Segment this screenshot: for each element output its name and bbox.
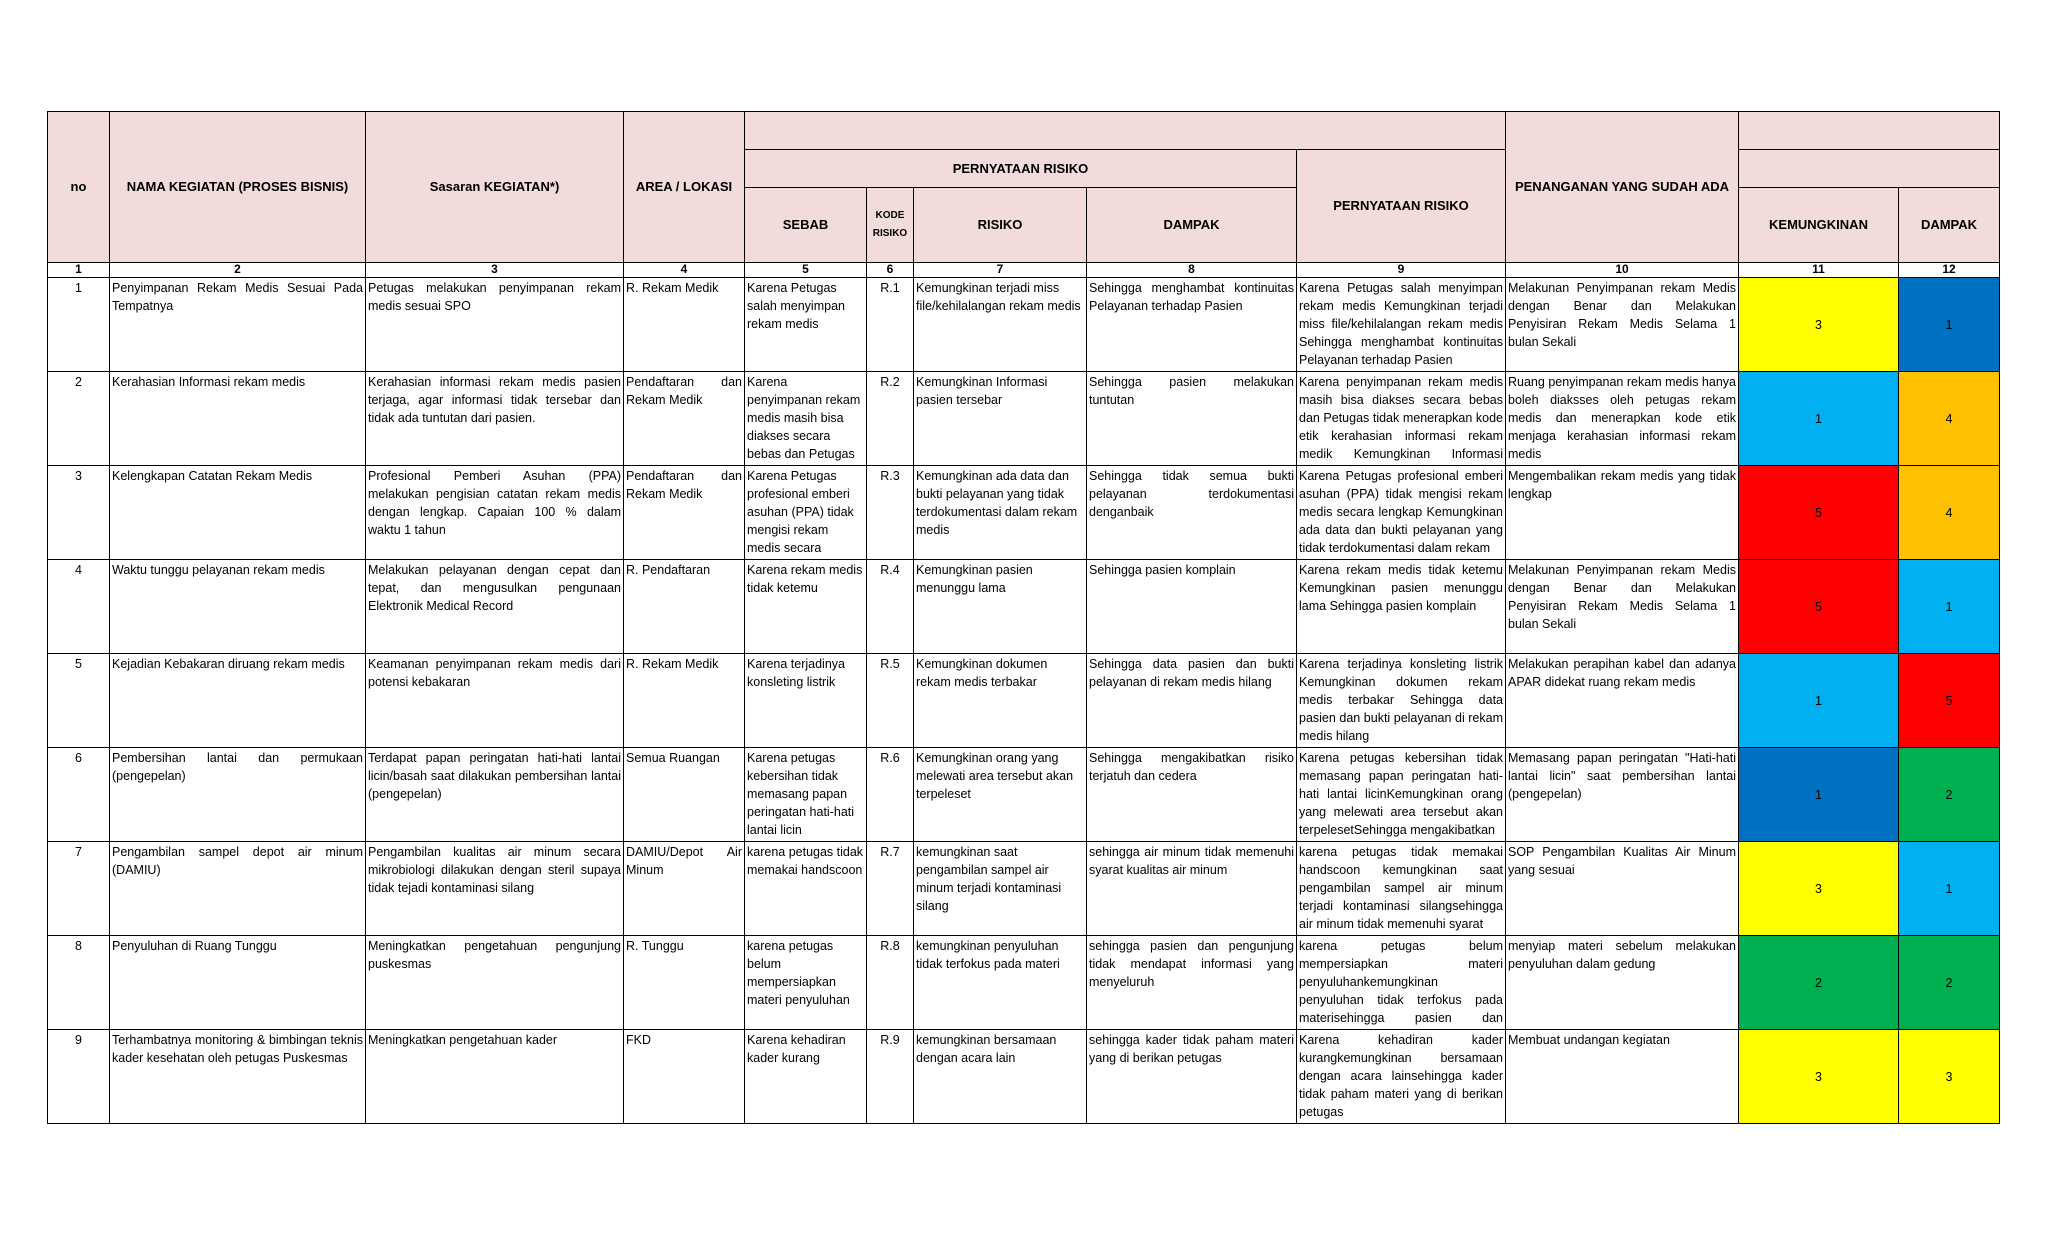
cell-text: sehingga kader tidak paham materi yang di berikan petugas	[1089, 1033, 1294, 1065]
row-no: 2	[48, 372, 110, 466]
cell-text: Kejadian Kebakaran diruang rekam medis	[112, 657, 345, 671]
row-dampak	[1087, 654, 1297, 748]
column-number-row	[48, 263, 2000, 278]
cell-text: Kemungkinan orang yang melewati area tersebut akan terpeleset	[916, 751, 1074, 801]
cell-text: Kemungkinan pasien menunggu lama	[916, 563, 1033, 595]
cell-text: Karena Petugas profesional emberi asuhan (PPA) tidak mengisi rekam medis secara lengkap Kemungkinan ada data dan bukti pelayanan yang tidak terdokumentasi dalam rekam	[1299, 469, 1503, 555]
cell-text: Pengambilan sampel depot air minum (DAMIU)	[112, 845, 363, 877]
cell-text: Melakunan Penyimpanan rekam Medis dengan Benar dan Melakukan Penyisiran Rekam Medis Selama 1 bulan Sekali	[1508, 281, 1736, 349]
row-risiko	[914, 278, 1087, 372]
cell-text: Karena rekam medis tidak ketemu Kemungkinan pasien menunggu lama Sehingga pasien komplain	[1299, 563, 1503, 613]
cell-text: Karena petugas kebersihan tidak memasang papan peringatan hati-hati lantai licinKemungkinan orang yang melewati area tersebut akan terpelesetSehingga mengakibatkan	[1299, 751, 1503, 837]
row-kegiatan	[110, 1030, 366, 1124]
row-area	[624, 372, 745, 466]
row-no: 4	[48, 560, 110, 654]
row-sebab	[745, 936, 867, 1030]
column-number: 7	[914, 263, 1087, 278]
row-sasaran	[366, 1030, 624, 1124]
header-score-blank	[1739, 112, 2000, 150]
column-number: 10	[1506, 263, 1739, 278]
cell-text: Memasang papan peringatan "Hati-hati lantai licin" saat pembersihan lantai (pengepelan)	[1508, 751, 1736, 801]
row-kegiatan	[110, 842, 366, 936]
row-kegiatan	[110, 936, 366, 1030]
cell-text: sehingga pasien dan pengunjung tidak mendapat informasi yang menyeluruh	[1089, 939, 1294, 989]
risk-register-table	[47, 111, 2000, 1124]
row-dampak	[1087, 560, 1297, 654]
table-header	[48, 112, 2000, 278]
row-kemungkinan-score: 1	[1739, 372, 1899, 466]
column-number: 6	[867, 263, 914, 278]
row-dampak-score: 4	[1899, 372, 2000, 466]
header-kemungkinan: KEMUNGKINAN	[1739, 188, 1899, 263]
row-dampak-score: 1	[1899, 560, 2000, 654]
column-number: 3	[366, 263, 624, 278]
row-penanganan	[1506, 842, 1739, 936]
row-kode-risiko: R.5	[867, 654, 914, 748]
row-dampak-score: 5	[1899, 654, 2000, 748]
cell-text: Kemungkinan dokumen rekam medis terbakar	[916, 657, 1048, 689]
header-pernyataan-risiko: PERNYATAAN RISIKO	[1297, 150, 1506, 263]
row-kegiatan	[110, 372, 366, 466]
cell-text: Meningkatkan pengetahuan pengunjung puskesmas	[368, 939, 621, 971]
row-penanganan	[1506, 748, 1739, 842]
cell-text: Keamanan penyimpanan rekam medis dari potensi kebakaran	[368, 657, 621, 689]
cell-text: karena petugas tidak memakai handscoon	[747, 845, 864, 877]
row-kemungkinan-score: 1	[1739, 654, 1899, 748]
row-area	[624, 466, 745, 560]
row-sasaran	[366, 278, 624, 372]
row-kode-risiko: R.1	[867, 278, 914, 372]
cell-text: Sehingga pasien melakukan tuntutan	[1089, 375, 1294, 407]
row-kegiatan	[110, 748, 366, 842]
row-no: 5	[48, 654, 110, 748]
row-kode-risiko: R.9	[867, 1030, 914, 1124]
cell-text: Melakukan perapihan kabel dan adanya APAR didekat ruang rekam medis	[1508, 657, 1736, 689]
cell-text: karena petugas tidak memakai handscoon kemungkinan saat pengambilan sampel air minum terjadi kontaminasi silangsehingga air minum tidak memenuhi syarat	[1299, 845, 1503, 931]
cell-text: Melakunan Penyimpanan rekam Medis dengan Benar dan Melakukan Penyisiran Rekam Medis Selama 1 bulan Sekali	[1508, 563, 1736, 631]
row-penanganan	[1506, 372, 1739, 466]
row-dampak	[1087, 278, 1297, 372]
cell-text: Terdapat papan peringatan hati-hati lantai licin/basah saat dilakukan pembersihan lantai (pengepelan)	[368, 751, 621, 801]
cell-text: Sehingga pasien komplain	[1089, 563, 1236, 577]
cell-text: Kerahasian informasi rekam medis pasien terjaga, agar informasi tidak tersebar dan tidak ada tuntutan dari pasien.	[368, 375, 621, 425]
table-row	[48, 842, 2000, 936]
row-pernyataan-risiko	[1297, 372, 1506, 466]
table-row	[48, 560, 2000, 654]
row-pernyataan-risiko	[1297, 842, 1506, 936]
row-sebab	[745, 842, 867, 936]
cell-text: Kerahasian Informasi rekam medis	[112, 375, 306, 389]
row-sebab	[745, 278, 867, 372]
row-kode-risiko: R.2	[867, 372, 914, 466]
row-area	[624, 748, 745, 842]
table-row	[48, 278, 2000, 372]
row-risiko	[914, 654, 1087, 748]
row-area	[624, 560, 745, 654]
header-dampak: DAMPAK	[1087, 188, 1297, 263]
row-sasaran	[366, 654, 624, 748]
cell-text: kemungkinan penyuluhan tidak terfokus pada materi	[916, 939, 1060, 971]
cell-text: Waktu tunggu pelayanan rekam medis	[112, 563, 325, 577]
table-row	[48, 1030, 2000, 1124]
cell-text: R. Tunggu	[626, 939, 684, 953]
row-risiko	[914, 372, 1087, 466]
row-dampak-score: 1	[1899, 278, 2000, 372]
row-no: 9	[48, 1030, 110, 1124]
header-penanganan: PENANGANAN YANG SUDAH ADA	[1506, 112, 1739, 263]
column-number: 4	[624, 263, 745, 278]
row-kode-risiko: R.4	[867, 560, 914, 654]
cell-text: Pendaftaran dan Rekam Medik	[626, 375, 742, 407]
cell-text: R. Pendaftaran	[626, 563, 711, 577]
cell-text: menyiap materi sebelum melakukan penyuluhan dalam gedung	[1508, 939, 1736, 971]
row-dampak	[1087, 936, 1297, 1030]
row-penanganan	[1506, 654, 1739, 748]
row-no: 8	[48, 936, 110, 1030]
row-sebab	[745, 1030, 867, 1124]
row-risiko	[914, 466, 1087, 560]
header-top-blank	[745, 112, 1506, 150]
row-kemungkinan-score: 1	[1739, 748, 1899, 842]
table-row	[48, 748, 2000, 842]
row-dampak-score: 4	[1899, 466, 2000, 560]
row-kode-risiko: R.6	[867, 748, 914, 842]
row-sebab	[745, 372, 867, 466]
table-body	[48, 278, 2000, 1124]
row-sasaran	[366, 842, 624, 936]
row-dampak-score: 3	[1899, 1030, 2000, 1124]
cell-text: Karena terjadinya konsleting listrik Kemungkinan dokumen rekam medis terbakar Sehingga data pasien dan bukti pelayanan di rekam medis hilang	[1299, 657, 1503, 743]
row-kegiatan	[110, 654, 366, 748]
cell-text: Karena terjadinya konsleting listrik	[747, 657, 845, 689]
cell-text: Karena Petugas salah menyimpan rekam medis Kemungkinan terjadi miss file/kehilalangan rekam medis Sehingga menghambat kontinuitas Pelayanan terhadap Pasien	[1299, 281, 1503, 367]
column-number: 9	[1297, 263, 1506, 278]
row-risiko	[914, 842, 1087, 936]
cell-text: kemungkinan saat pengambilan sampel air minum terjadi kontaminasi silang	[916, 845, 1062, 913]
row-kegiatan	[110, 466, 366, 560]
row-dampak	[1087, 372, 1297, 466]
row-no: 3	[48, 466, 110, 560]
row-pernyataan-risiko	[1297, 748, 1506, 842]
cell-text: R. Rekam Medik	[626, 281, 719, 295]
row-dampak-score: 1	[1899, 842, 2000, 936]
cell-text: Karena Petugas salah menyimpan rekam medis	[747, 281, 845, 331]
row-penanganan	[1506, 936, 1739, 1030]
header-sasaran: Sasaran KEGIATAN*)	[366, 112, 624, 263]
cell-text: Profesional Pemberi Asuhan (PPA) melakukan pengisian catatan rekam medis dengan lengkap. Capaian 100 % dalam waktu 1 tahun	[368, 469, 621, 537]
row-area	[624, 842, 745, 936]
cell-text: kemungkinan bersamaan dengan acara lain	[916, 1033, 1057, 1065]
cell-text: Karena petugas kebersihan tidak memasang papan peringatan hati-hati lantai licin	[747, 751, 855, 837]
header-dampak-score: DAMPAK	[1899, 188, 2000, 263]
cell-text: Karena penyimpanan rekam medis masih bisa diakses secara bebas dan Petugas tidak menerapkan kode etik kerahasian informasi rekam medik Kemungkinan Informasi	[1299, 375, 1503, 461]
column-number: 1	[48, 263, 110, 278]
cell-text: Ruang penyimpanan rekam medis hanya boleh diaksses oleh petugas rekam medis dan menerapkan kode etik menjaga kerahasian informasi rekam medis	[1508, 375, 1736, 461]
cell-text: Pendaftaran dan Rekam Medik	[626, 469, 742, 501]
cell-text: Karena rekam medis tidak ketemu	[747, 563, 863, 595]
cell-text: SOP Pengambilan Kualitas Air Minum yang sesuai	[1508, 845, 1736, 877]
row-risiko	[914, 560, 1087, 654]
row-pernyataan-risiko	[1297, 936, 1506, 1030]
cell-text: Karena Petugas profesional emberi asuhan (PPA) tidak mengisi rekam medis secara	[747, 469, 854, 555]
cell-text: DAMIU/Depot Air Minum	[626, 845, 742, 877]
header-nama-kegiatan: NAMA KEGIATAN (PROSES BISNIS)	[110, 112, 366, 263]
row-kemungkinan-score: 3	[1739, 842, 1899, 936]
row-area	[624, 936, 745, 1030]
header-risiko: RISIKO	[914, 188, 1087, 263]
row-penanganan	[1506, 278, 1739, 372]
cell-text: Kemungkinan ada data dan bukti pelayanan yang tidak terdokumentasi dalam rekam medis	[916, 469, 1078, 537]
cell-text: FKD	[626, 1033, 651, 1047]
row-pernyataan-risiko	[1297, 466, 1506, 560]
column-number: 2	[110, 263, 366, 278]
row-sebab	[745, 654, 867, 748]
cell-text: Sehingga data pasien dan bukti pelayanan di rekam medis hilang	[1089, 657, 1294, 689]
row-kemungkinan-score: 5	[1739, 560, 1899, 654]
row-dampak	[1087, 842, 1297, 936]
row-pernyataan-risiko	[1297, 654, 1506, 748]
column-number: 5	[745, 263, 867, 278]
row-kemungkinan-score: 2	[1739, 936, 1899, 1030]
row-no: 7	[48, 842, 110, 936]
cell-text: Kemungkinan terjadi miss file/kehilalangan rekam medis	[916, 281, 1081, 313]
row-dampak	[1087, 1030, 1297, 1124]
row-kode-risiko: R.7	[867, 842, 914, 936]
cell-text: Sehingga tidak semua bukti pelayanan terdokumentasi denganbaik	[1089, 469, 1294, 519]
cell-text: Sehingga menghambat kontinuitas Pelayanan terhadap Pasien	[1089, 281, 1294, 313]
row-kemungkinan-score: 3	[1739, 1030, 1899, 1124]
cell-text: Penyuluhan di Ruang Tunggu	[112, 939, 277, 953]
cell-text: Mengembalikan rekam medis yang tidak lengkap	[1508, 469, 1736, 501]
cell-text: Pembersihan lantai dan permukaan (pengepelan)	[112, 751, 363, 783]
header-kode-risiko: KODE RISIKO	[867, 188, 914, 263]
row-sasaran	[366, 560, 624, 654]
header-sebab: SEBAB	[745, 188, 867, 263]
row-sasaran	[366, 936, 624, 1030]
cell-text: Karena penyimpanan rekam medis masih bisa diakses secara bebas dan Petugas	[747, 375, 861, 461]
cell-text: sehingga air minum tidak memenuhi syarat kualitas air minum	[1089, 845, 1294, 877]
cell-text: Karena kehadiran kader kurangkemungkinan bersamaan dengan acara lainsehingga kader tidak paham materi yang di berikan petugas	[1299, 1033, 1503, 1119]
row-risiko	[914, 748, 1087, 842]
row-area	[624, 1030, 745, 1124]
column-number: 11	[1739, 263, 1899, 278]
row-kode-risiko: R.3	[867, 466, 914, 560]
row-kode-risiko: R.8	[867, 936, 914, 1030]
table-row	[48, 372, 2000, 466]
row-pernyataan-risiko	[1297, 560, 1506, 654]
row-sasaran	[366, 466, 624, 560]
cell-text: Pengambilan kualitas air minum secara mikrobiologi dilakukan dengan steril supaya tidak tejadi kontaminasi silang	[368, 845, 621, 895]
row-dampak-score: 2	[1899, 748, 2000, 842]
row-penanganan	[1506, 466, 1739, 560]
cell-text: Melakukan pelayanan dengan cepat dan tepat, dan mengusulkan pengunaan Elektronik Medical Record	[368, 563, 621, 613]
cell-text: karena petugas belum mempersiapkan materi penyuluhan	[747, 939, 850, 1007]
row-area	[624, 278, 745, 372]
header-no: no	[48, 112, 110, 263]
row-sebab	[745, 466, 867, 560]
row-dampak	[1087, 748, 1297, 842]
cell-text: Kelengkapan Catatan Rekam Medis	[112, 469, 313, 483]
cell-text: Meningkatkan pengetahuan kader	[368, 1033, 558, 1047]
table-row	[48, 936, 2000, 1030]
cell-text: karena petugas belum mempersiapkan materi penyuluhankemungkinan penyuluhan tidak terfokus pada materisehingga pasien dan	[1299, 939, 1503, 1025]
column-number: 8	[1087, 263, 1297, 278]
cell-text: Membuat undangan kegiatan	[1508, 1033, 1670, 1047]
row-risiko	[914, 936, 1087, 1030]
header-area: AREA / LOKASI	[624, 112, 745, 263]
row-no: 6	[48, 748, 110, 842]
header-score-blank-2	[1739, 150, 2000, 188]
table-row	[48, 466, 2000, 560]
row-dampak	[1087, 466, 1297, 560]
row-sasaran	[366, 748, 624, 842]
row-kemungkinan-score: 5	[1739, 466, 1899, 560]
column-number: 12	[1899, 263, 2000, 278]
cell-text: Karena kehadiran kader kurang	[747, 1033, 846, 1065]
row-no: 1	[48, 278, 110, 372]
cell-text: Petugas melakukan penyimpanan rekam medis sesuai SPO	[368, 281, 621, 313]
cell-text: Penyimpanan Rekam Medis Sesuai Pada Tempatnya	[112, 281, 363, 313]
row-risiko	[914, 1030, 1087, 1124]
cell-text: R. Rekam Medik	[626, 657, 719, 671]
cell-text: Kemungkinan Informasi pasien tersebar	[916, 375, 1048, 407]
cell-text: Terhambatnya monitoring & bimbingan teknis kader kesehatan oleh petugas Puskesmas	[112, 1033, 363, 1065]
row-kegiatan	[110, 560, 366, 654]
cell-text: Sehingga mengakibatkan risiko terjatuh dan cedera	[1089, 751, 1294, 783]
row-kegiatan	[110, 278, 366, 372]
row-area	[624, 654, 745, 748]
header-pernyataan-group: PERNYATAAN RISIKO	[745, 150, 1297, 188]
row-penanganan	[1506, 560, 1739, 654]
row-pernyataan-risiko	[1297, 278, 1506, 372]
row-sebab	[745, 560, 867, 654]
row-penanganan	[1506, 1030, 1739, 1124]
table-row	[48, 654, 2000, 748]
row-sebab	[745, 748, 867, 842]
row-dampak-score: 2	[1899, 936, 2000, 1030]
row-pernyataan-risiko	[1297, 1030, 1506, 1124]
row-sasaran	[366, 372, 624, 466]
cell-text: Semua Ruangan	[626, 751, 720, 765]
row-kemungkinan-score: 3	[1739, 278, 1899, 372]
